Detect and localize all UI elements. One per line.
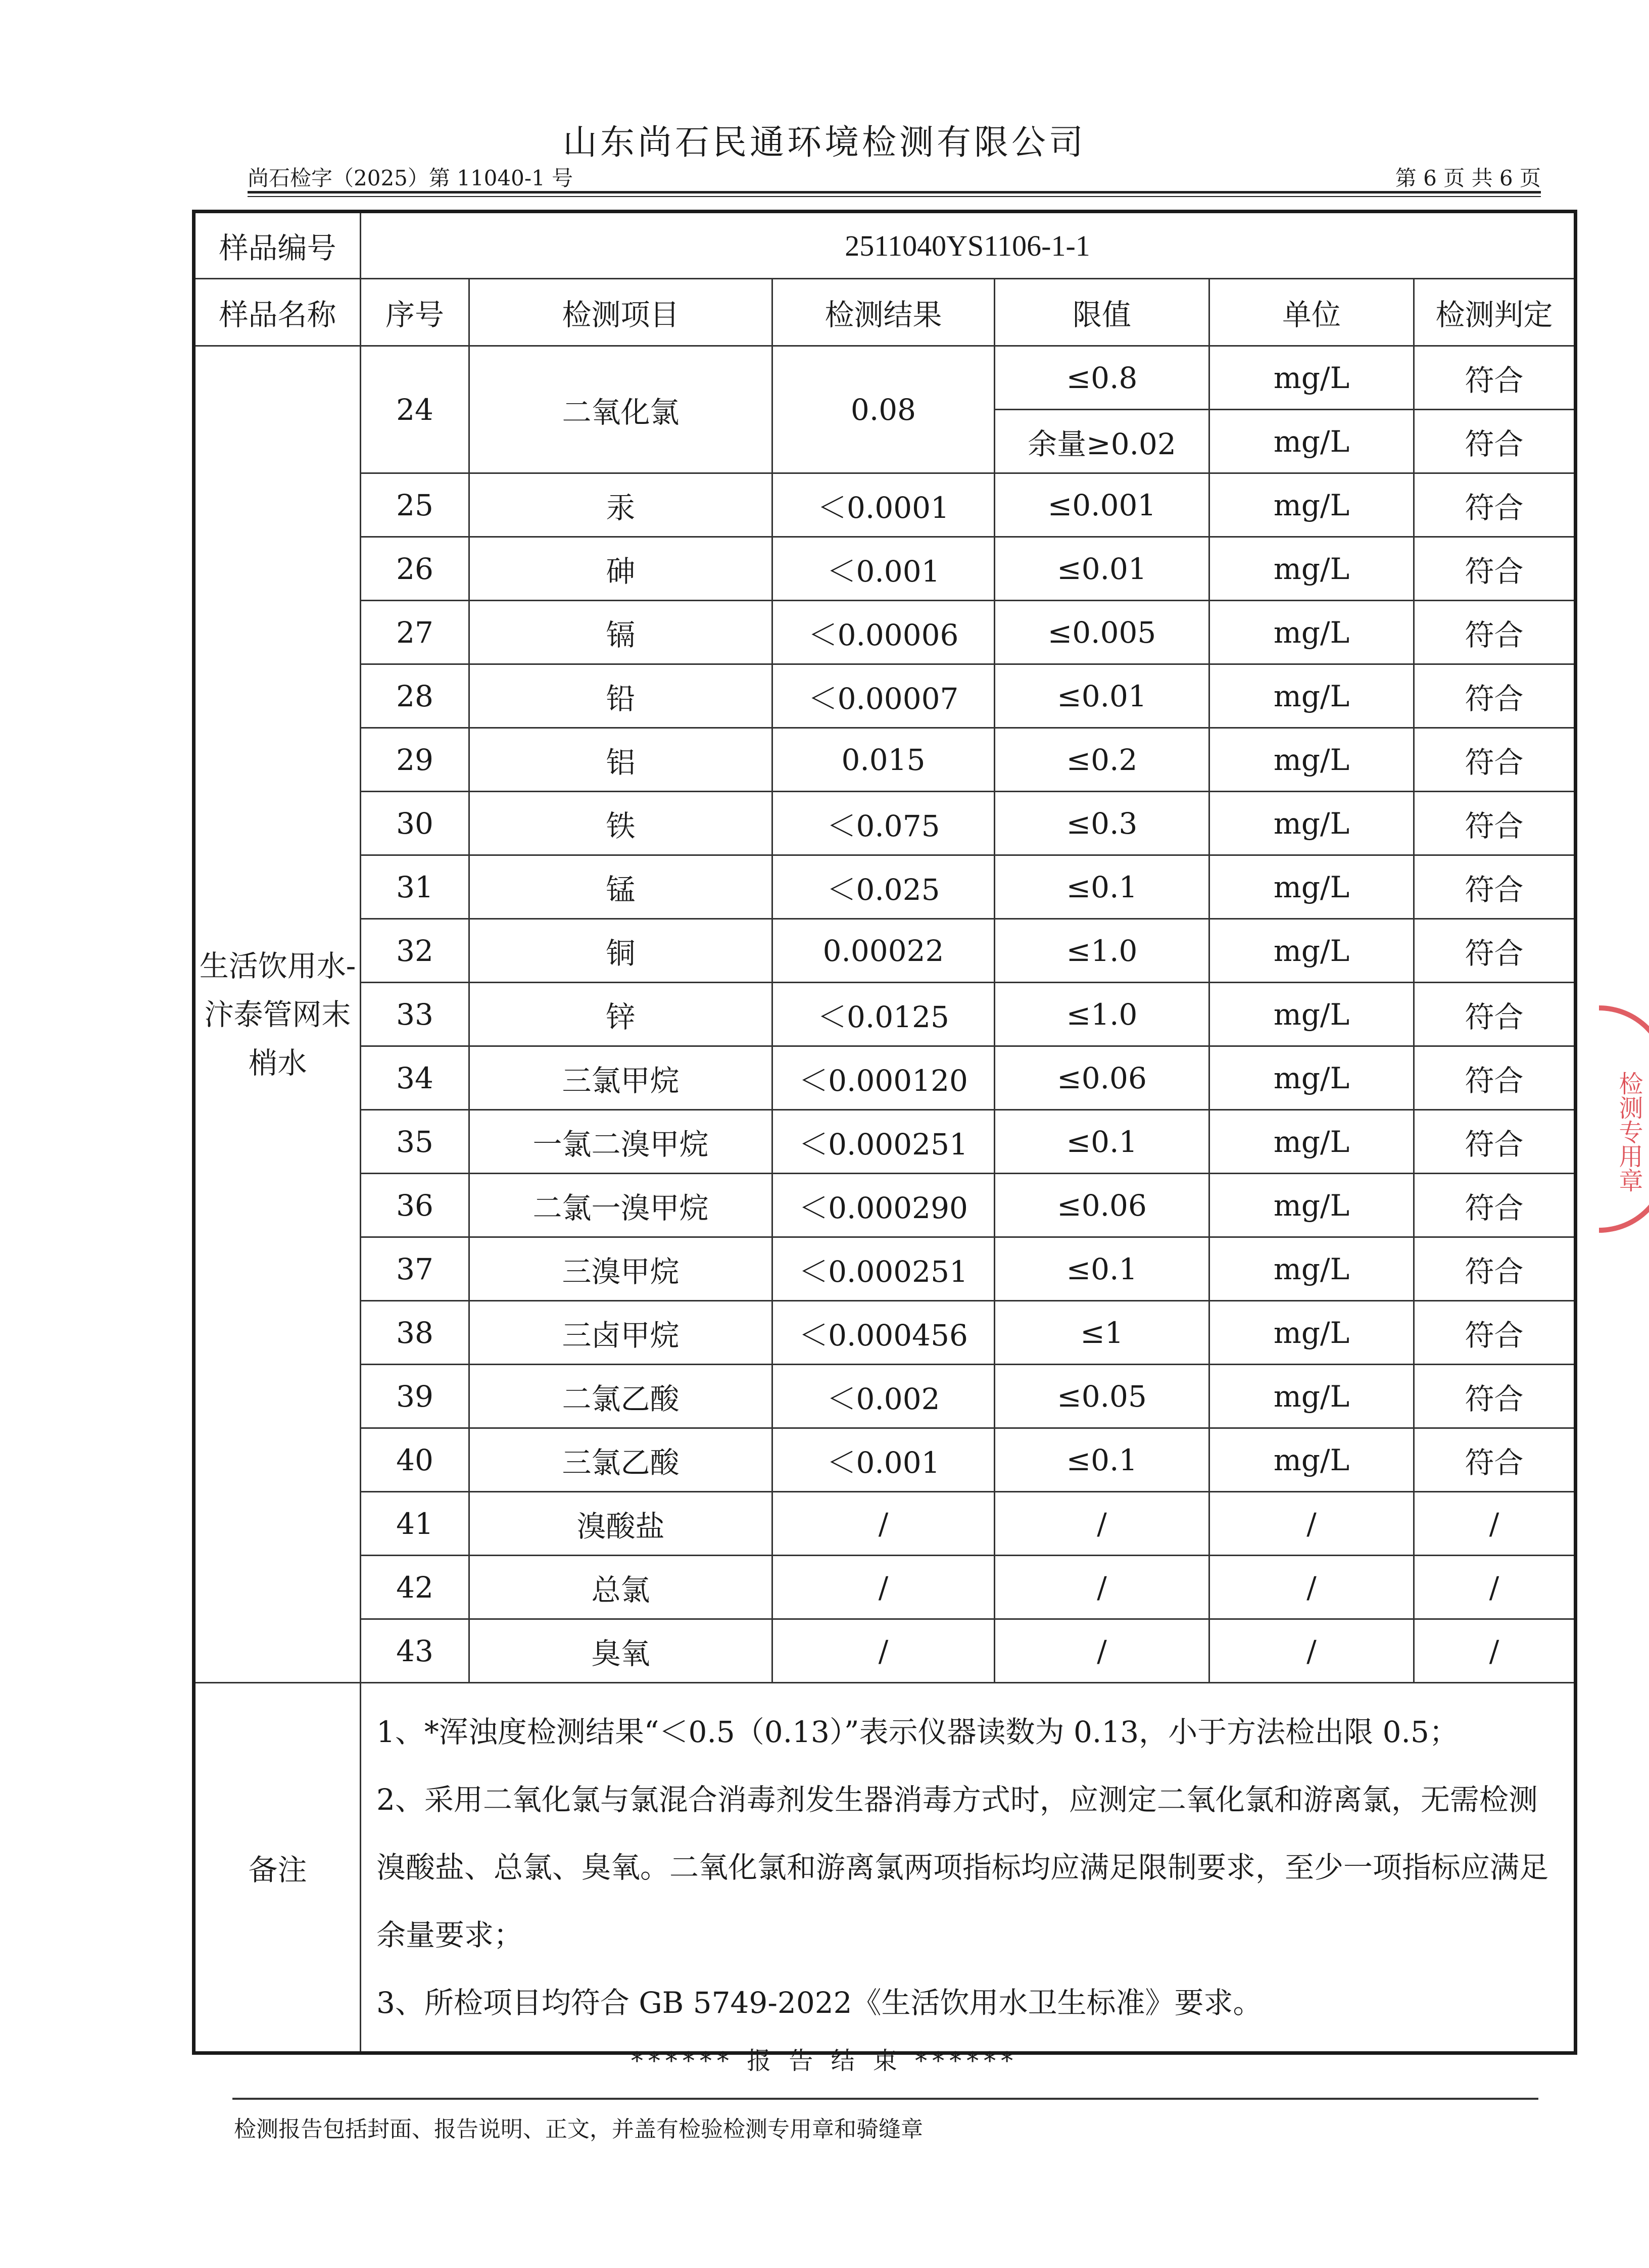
cell-item: 汞	[469, 473, 772, 537]
cell-unit: mg/L	[1209, 1237, 1414, 1301]
cell-item: 锌	[469, 983, 772, 1046]
cell-judgment: 符合	[1414, 1365, 1576, 1428]
cell-item: 二氧化氯	[469, 346, 772, 473]
cell-seq: 34	[361, 1046, 469, 1110]
cell-seq: 39	[361, 1365, 469, 1428]
cell-unit: /	[1209, 1492, 1414, 1556]
cell-judgment: 符合	[1414, 919, 1576, 983]
remark-line: 3、所检项目均符合 GB 5749-2022《生活饮用水卫生标准》要求。	[376, 1986, 1263, 2020]
cell-judgment: 符合	[1414, 1428, 1576, 1492]
cell-seq: 25	[361, 473, 469, 537]
cell-item: 三溴甲烷	[469, 1237, 772, 1301]
results-table	[192, 210, 1577, 2055]
footer-note: 检测报告包括封面、报告说明、正文，并盖有检验检测专用章和骑缝章	[234, 2116, 923, 2142]
cell-judgment: 符合	[1414, 1174, 1576, 1237]
cell-seq: 31	[361, 855, 469, 919]
table-row	[194, 473, 1576, 537]
cell-judgment: 符合	[1414, 346, 1576, 410]
cell-result: ＜0.000120	[772, 1046, 995, 1110]
cell-unit: mg/L	[1209, 346, 1414, 410]
cell-seq: 42	[361, 1556, 469, 1619]
cell-limit: ≤0.06	[995, 1046, 1209, 1110]
cell-item: 臭氧	[469, 1619, 772, 1683]
cell-judgment: 符合	[1414, 1301, 1576, 1365]
cell-judgment: 符合	[1414, 728, 1576, 792]
cell-seq: 28	[361, 664, 469, 728]
table-row	[194, 1556, 1576, 1619]
cell-seq: 40	[361, 1428, 469, 1492]
cell-seq: 36	[361, 1174, 469, 1237]
cell-limit: ≤0.1	[995, 1428, 1209, 1492]
cell-limit: ≤0.2	[995, 728, 1209, 792]
cell-limit: ≤0.001	[995, 473, 1209, 537]
cell-judgment: 符合	[1414, 855, 1576, 919]
cell-limit: ≤0.1	[995, 1110, 1209, 1174]
cell-unit: mg/L	[1209, 1046, 1414, 1110]
table-row	[194, 1492, 1576, 1556]
cell-judgment: 符合	[1414, 473, 1576, 537]
cell-limit: 余量≥0.02	[995, 410, 1209, 473]
sample-name-cell: 生活饮用水-汴泰管网末梢水	[194, 346, 361, 1683]
remark-line: 2、采用二氧化氯与氯混合消毒剂发生器消毒方式时，应测定二氧化氯和游离氯，无需检测溴酸盐、总氯、臭氧。二氧化氯和游离氯两项指标均应满足限制要求，至少一项指标应满足余量要求；	[376, 1782, 1549, 1952]
col-header-unit: 单位	[1209, 279, 1414, 346]
table-row	[194, 1046, 1576, 1110]
col-header-judgment: 检测判定	[1414, 279, 1576, 346]
table-row	[194, 1365, 1576, 1428]
table-row	[194, 855, 1576, 919]
cell-result: 0.08	[772, 346, 995, 473]
remarks-content	[361, 1683, 1576, 2053]
table-row	[194, 1174, 1576, 1237]
cell-item: 铁	[469, 792, 772, 855]
cell-limit: ≤0.01	[995, 537, 1209, 601]
table-row	[194, 664, 1576, 728]
cell-judgment: 符合	[1414, 601, 1576, 664]
cell-judgment: 符合	[1414, 983, 1576, 1046]
cell-seq: 30	[361, 792, 469, 855]
cell-unit: /	[1209, 1556, 1414, 1619]
cell-result: /	[772, 1619, 995, 1683]
cell-item: 铜	[469, 919, 772, 983]
cell-limit: /	[995, 1556, 1209, 1619]
cell-item: 三氯甲烷	[469, 1046, 772, 1110]
cell-unit: mg/L	[1209, 1301, 1414, 1365]
cell-seq: 33	[361, 983, 469, 1046]
page-info: 第 6 页 共 6 页	[1395, 166, 1541, 190]
cell-unit: /	[1209, 1619, 1414, 1683]
cell-limit: ≤0.06	[995, 1174, 1209, 1237]
table-row	[194, 1428, 1576, 1492]
sample-id-value: 2511040YS1106-1-1	[361, 212, 1576, 279]
sample-id-row	[194, 212, 1576, 279]
cell-seq: 37	[361, 1237, 469, 1301]
cell-item: 砷	[469, 537, 772, 601]
cell-seq: 26	[361, 537, 469, 601]
cell-limit: ≤0.8	[995, 346, 1209, 410]
cell-limit: ≤0.3	[995, 792, 1209, 855]
table-row	[194, 537, 1576, 601]
header-divider-thin	[248, 196, 1541, 197]
cell-limit: ≤1.0	[995, 983, 1209, 1046]
cell-result: ＜0.001	[772, 1428, 995, 1492]
cell-result: 0.00022	[772, 919, 995, 983]
col-header-seq: 序号	[361, 279, 469, 346]
col-header-limit: 限值	[995, 279, 1209, 346]
cell-seq: 43	[361, 1619, 469, 1683]
cell-result: ＜0.00006	[772, 601, 995, 664]
cell-item: 铝	[469, 728, 772, 792]
cell-seq: 29	[361, 728, 469, 792]
cell-unit: mg/L	[1209, 537, 1414, 601]
remark-line: 1、*浑浊度检测结果“＜0.5（0.13）”表示仪器读数为 0.13，小于方法检出限 0.5；	[376, 1715, 1459, 1749]
cell-limit: ≤0.1	[995, 855, 1209, 919]
cell-seq: 32	[361, 919, 469, 983]
table-row	[194, 792, 1576, 855]
cell-seq: 41	[361, 1492, 469, 1556]
cell-item: 二氯乙酸	[469, 1365, 772, 1428]
cell-result: /	[772, 1492, 995, 1556]
cell-unit: mg/L	[1209, 792, 1414, 855]
table-row	[194, 1619, 1576, 1683]
cell-item: 镉	[469, 601, 772, 664]
table-row	[194, 1301, 1576, 1365]
cell-judgment: 符合	[1414, 1237, 1576, 1301]
cell-limit: ≤0.05	[995, 1365, 1209, 1428]
report-number: 尚石检字（2025）第 11040-1 号	[248, 166, 573, 190]
cell-item: 二氯一溴甲烷	[469, 1174, 772, 1237]
table-row	[194, 919, 1576, 983]
cell-result: ＜0.0001	[772, 473, 995, 537]
cell-item: 锰	[469, 855, 772, 919]
cell-judgment: 符合	[1414, 410, 1576, 473]
cell-item: 铅	[469, 664, 772, 728]
cell-judgment: 符合	[1414, 664, 1576, 728]
cell-item: 溴酸盐	[469, 1492, 772, 1556]
cell-judgment: 符合	[1414, 1046, 1576, 1110]
cell-unit: mg/L	[1209, 919, 1414, 983]
cell-judgment: 符合	[1414, 537, 1576, 601]
cell-judgment: /	[1414, 1619, 1576, 1683]
cell-result: ＜0.025	[772, 855, 995, 919]
cell-item: 三氯乙酸	[469, 1428, 772, 1492]
cell-judgment: /	[1414, 1556, 1576, 1619]
cell-limit: ≤0.1	[995, 1237, 1209, 1301]
cell-judgment: 符合	[1414, 1110, 1576, 1174]
cell-unit: mg/L	[1209, 1428, 1414, 1492]
cell-result: ＜0.000456	[772, 1301, 995, 1365]
cell-result: /	[772, 1556, 995, 1619]
remarks-row	[194, 1683, 1576, 2053]
column-header-row	[194, 279, 1576, 346]
table-row	[194, 1237, 1576, 1301]
cell-seq: 35	[361, 1110, 469, 1174]
table-row	[194, 728, 1576, 792]
cell-unit: mg/L	[1209, 473, 1414, 537]
col-header-sample-name: 样品名称	[194, 279, 361, 346]
table-row	[194, 601, 1576, 664]
company-name: 山东尚石民通环境检测有限公司	[562, 123, 1086, 163]
cell-result: ＜0.0125	[772, 983, 995, 1046]
cell-result: 0.015	[772, 728, 995, 792]
table-row	[194, 983, 1576, 1046]
cell-item: 总氯	[469, 1556, 772, 1619]
cell-result: ＜0.075	[772, 792, 995, 855]
cell-unit: mg/L	[1209, 1174, 1414, 1237]
cell-result: ＜0.000290	[772, 1174, 995, 1237]
table-row	[194, 346, 1576, 410]
cell-result: ＜0.000251	[772, 1237, 995, 1301]
cell-seq: 27	[361, 601, 469, 664]
cell-item: 一氯二溴甲烷	[469, 1110, 772, 1174]
cell-limit: ≤0.01	[995, 664, 1209, 728]
table-row	[194, 1110, 1576, 1174]
cell-unit: mg/L	[1209, 664, 1414, 728]
cell-seq: 24	[361, 346, 469, 473]
cell-result: ＜0.00007	[772, 664, 995, 728]
cell-unit: mg/L	[1209, 983, 1414, 1046]
cell-unit: mg/L	[1209, 410, 1414, 473]
cell-limit: ≤1.0	[995, 919, 1209, 983]
cell-limit: /	[995, 1492, 1209, 1556]
footer-divider	[232, 2098, 1538, 2100]
cell-limit: ≤1	[995, 1301, 1209, 1365]
end-of-report: ****** 报 告 结 束 ******	[630, 2047, 1019, 2075]
cell-unit: mg/L	[1209, 1110, 1414, 1174]
cell-unit: mg/L	[1209, 728, 1414, 792]
cell-unit: mg/L	[1209, 855, 1414, 919]
cell-result: ＜0.002	[772, 1365, 995, 1428]
remarks-label: 备注	[194, 1683, 361, 2053]
cell-judgment: 符合	[1414, 792, 1576, 855]
cell-limit: /	[995, 1619, 1209, 1683]
seal-stamp-text: 检测专用章	[1615, 1071, 1643, 1192]
cell-judgment: /	[1414, 1492, 1576, 1556]
cell-unit: mg/L	[1209, 601, 1414, 664]
cell-result: ＜0.000251	[772, 1110, 995, 1174]
cell-seq: 38	[361, 1301, 469, 1365]
cell-limit: ≤0.005	[995, 601, 1209, 664]
cell-result: ＜0.001	[772, 537, 995, 601]
report-header	[248, 162, 1541, 192]
col-header-result: 检测结果	[772, 279, 995, 346]
col-header-item: 检测项目	[469, 279, 772, 346]
sample-id-label: 样品编号	[194, 212, 361, 279]
header-divider	[248, 191, 1541, 194]
cell-unit: mg/L	[1209, 1365, 1414, 1428]
cell-item: 三卤甲烷	[469, 1301, 772, 1365]
